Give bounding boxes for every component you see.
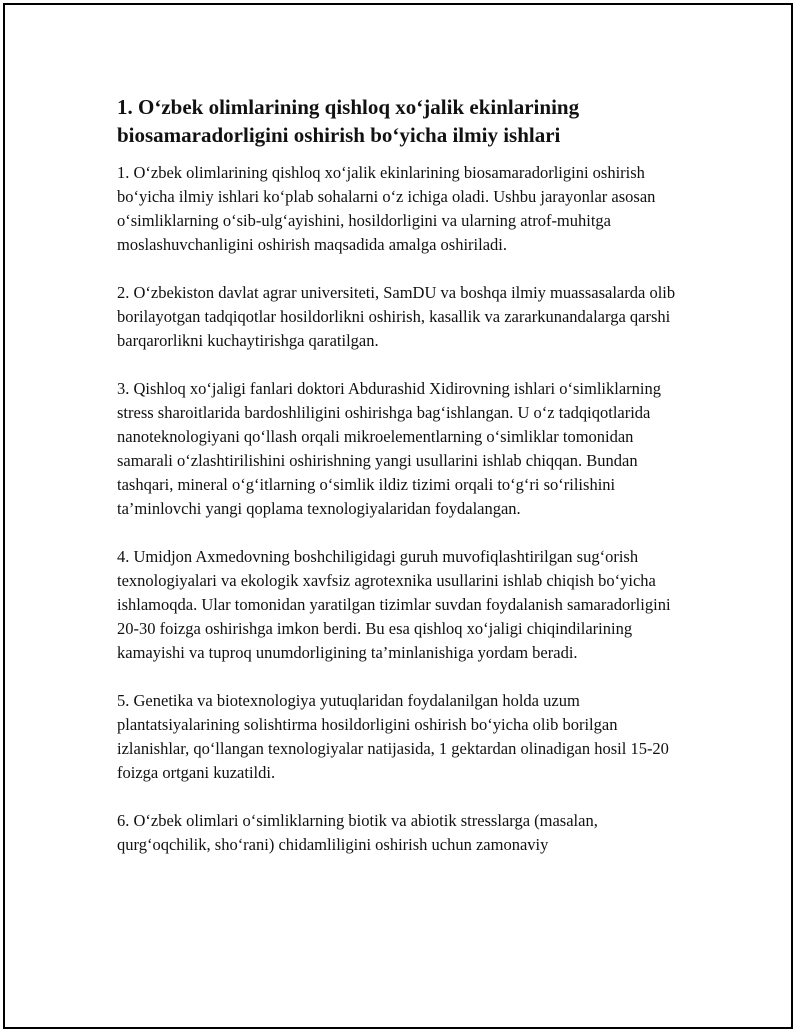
paragraph-4: 4. Umidjon Axmedovning boshchiligidagi guruh muvofiqlashtirilgan sug‘orish texnologiyalari va ekologik xavfsiz agrotexnika usullarini ishlab chiqish bo‘yicha ishlamoqda. Ular tomonidan yaratilgan tizimlar suvdan foydalanish samaradorligini 20-30 foizga oshirishga imkon berdi. Bu esa qishloq xo‘jaligi chiqindilarining kamayishi va tuproq unumdorligining ta’minlanishiga yordam beradi. [117,547,671,662]
document-body [117,93,687,881]
paragraph-2: 2. O‘zbekiston davlat agrar universiteti, SamDU va boshqa ilmiy muassasalarda olib borilayotgan tadqiqotlar hosildorlikni oshirish, kasallik va zararkunandalarga qarshi barqarorlikni kuchaytirishga qaratilgan. [117,283,676,350]
paragraph-5: 5. Genetika va biotexnologiya yutuqlaridan foydalanilgan holda uzum plantatsiyalarining solishtirma hosildorligini oshirish bo‘yicha olib borilgan izlanishlar, qo‘llangan texnologiyalar natijasida, 1 gektardan olinadigan hosil 15-20 foizga ortgani kuzatildi. [117,691,669,782]
document-title: 1. O‘zbek olimlarining qishloq xo‘jalik ekinlarining biosamaradorligini oshirish bo‘yicha ilmiy ishlari [117,95,580,147]
paragraph-6: 6. O‘zbek olimlari o‘simliklarning biotik va abiotik stresslarga (masalan, qurg‘oqchilik, sho‘rani) chidamliligini oshirish uchun zamonaviy [117,811,598,854]
paragraph-1: 1. O‘zbek olimlarining qishloq xo‘jalik ekinlarining biosamaradorligini oshirish bo‘yicha ilmiy ishlari ko‘plab sohalarni o‘z ichiga oladi. Ushbu jarayonlar asosan o‘simliklarning o‘sib-ulg‘ayishini, hosildorligini va ularning atrof-muhitga moslashuvchanligini oshirish maqsadida amalga oshiriladi. [117,163,656,254]
paragraph-3: 3. Qishloq xo‘jaligi fanlari doktori Abdurashid Xidirovning ishlari o‘simliklarning stress sharoitlarida bardoshliligini oshirishga bag‘ishlangan. U o‘z tadqiqotlarida nanoteknologiyani qo‘llash orqali mikroelementlarning o‘simliklar tomonidan samarali o‘zlashtirilishini oshirishning yangi usullarini ishlab chiqqan. Bundan tashqari, mineral o‘g‘itlarning o‘simlik ildiz tizimi orqali to‘g‘ri so‘rilishini ta’minlovchi yangi qoplama texnologiyalaridan foydalangan. [117,379,661,518]
